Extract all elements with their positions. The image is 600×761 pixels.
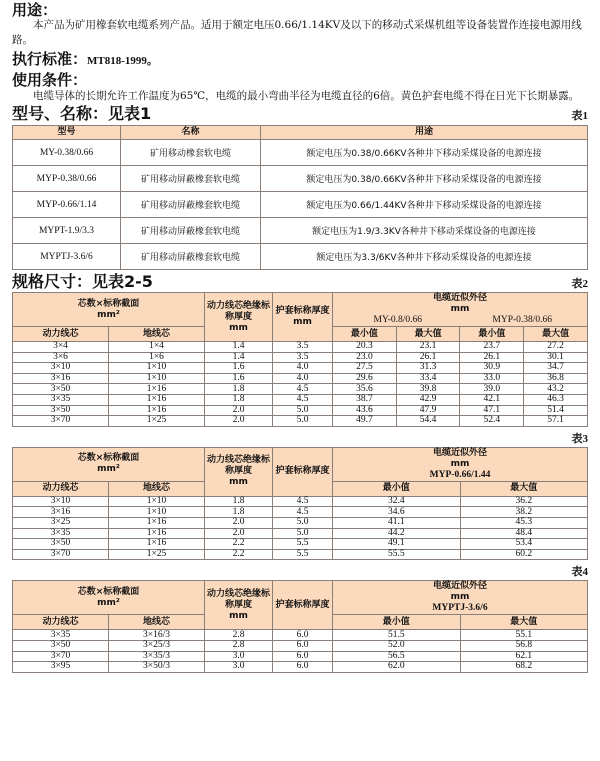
cell: 62.0 bbox=[333, 662, 460, 673]
cell: 3×10 bbox=[13, 363, 109, 374]
cell: 4.5 bbox=[273, 507, 333, 518]
header-cores-text: 芯数×标称截面 bbox=[77, 453, 140, 464]
table-row bbox=[13, 416, 588, 427]
table-row bbox=[13, 342, 588, 353]
table3 bbox=[12, 447, 588, 561]
table-row bbox=[13, 394, 588, 405]
table4-label: 表4 bbox=[571, 566, 588, 579]
header-cores bbox=[13, 447, 205, 481]
header-model-1: MYP-0.38/0.66 bbox=[492, 315, 553, 325]
cell: 56.5 bbox=[333, 651, 460, 662]
header-cores bbox=[13, 581, 205, 615]
cell: 26.1 bbox=[396, 352, 460, 363]
table-row bbox=[13, 218, 588, 244]
cell: 34.6 bbox=[333, 507, 460, 518]
cell: 2.8 bbox=[205, 640, 273, 651]
cell: 6.0 bbox=[273, 640, 333, 651]
cell: 4.5 bbox=[273, 384, 333, 395]
cell: 68.2 bbox=[460, 662, 588, 673]
cell: 38.2 bbox=[460, 507, 588, 518]
header-mm: mm bbox=[229, 477, 248, 488]
table4-label-row bbox=[12, 563, 588, 579]
cell: 34.7 bbox=[524, 363, 588, 374]
header-model-0: MY-0.8/0.66 bbox=[373, 315, 423, 325]
cell: 额定电压为0.66/1.44KV各种井下移动采煤设备的电源连接 bbox=[261, 192, 588, 218]
table4-body bbox=[13, 630, 588, 672]
cell: 1×16 bbox=[109, 528, 205, 539]
table2-label: 表2 bbox=[571, 278, 588, 290]
cell: 44.2 bbox=[333, 528, 460, 539]
header-ground: 地线芯 bbox=[109, 615, 205, 630]
table1-col-name: 名称 bbox=[121, 126, 261, 140]
header-power: 动力线芯 bbox=[13, 481, 109, 496]
header-mm: mm bbox=[293, 317, 312, 327]
cell: 3×25/3 bbox=[109, 640, 205, 651]
header-insulation-text: 动力线芯绝缘标称厚度 bbox=[207, 588, 271, 610]
header-min: 最小值 bbox=[333, 615, 460, 630]
cell: 42.1 bbox=[460, 394, 524, 405]
table1-label: 表1 bbox=[571, 110, 588, 122]
cell: 1.8 bbox=[205, 384, 273, 395]
cell: 4.0 bbox=[273, 363, 333, 374]
header-cores-text: 芯数×标称截面 bbox=[77, 298, 140, 309]
table1-col-usage: 用途 bbox=[261, 126, 588, 140]
cell: 6.0 bbox=[273, 651, 333, 662]
conditions-text: 电缆导体的长期允许工作温度为65℃，电缆的最小弯曲半径为电缆直径的6倍。黄色护套电缆不得在日光下长期暴露。 bbox=[33, 90, 580, 102]
cell: 52.0 bbox=[333, 640, 460, 651]
cell: 1.6 bbox=[205, 373, 273, 384]
cell: 27.2 bbox=[524, 342, 588, 353]
header-cores bbox=[13, 293, 205, 327]
cell: 51.5 bbox=[333, 630, 460, 641]
cell: 4.0 bbox=[273, 373, 333, 384]
header-sheath bbox=[273, 293, 333, 342]
cell: 4.5 bbox=[273, 394, 333, 405]
table-row bbox=[13, 651, 588, 662]
header-sheath-text: 护套标称厚度 bbox=[275, 306, 330, 316]
models-heading: 型号、名称：见表1 bbox=[12, 104, 152, 123]
cell: 30.9 bbox=[460, 363, 524, 374]
cell: 额定电压为0.38/0.66KV各种井下移动采煤设备的电源连接 bbox=[261, 140, 588, 166]
cell: 2.2 bbox=[205, 549, 273, 560]
header-ground: 地线芯 bbox=[109, 327, 205, 342]
cell: 1×10 bbox=[109, 363, 205, 374]
cell: 5.0 bbox=[273, 405, 333, 416]
cell: 2.0 bbox=[205, 517, 273, 528]
cell: 47.1 bbox=[460, 405, 524, 416]
cell: 1.4 bbox=[205, 342, 273, 353]
header-sheath: 护套标称厚度 bbox=[273, 581, 333, 630]
cell: 27.5 bbox=[333, 363, 397, 374]
cell: 5.0 bbox=[273, 528, 333, 539]
cell: 29.6 bbox=[333, 373, 397, 384]
cell: 3×25 bbox=[13, 517, 109, 528]
cell: 3.5 bbox=[273, 352, 333, 363]
cell: 5.0 bbox=[273, 416, 333, 427]
cell: 6.0 bbox=[273, 630, 333, 641]
cell: MYP-0.38/0.66 bbox=[13, 166, 121, 192]
table4 bbox=[12, 580, 588, 672]
specs-section-header bbox=[12, 273, 588, 291]
cell: 42.9 bbox=[396, 394, 460, 405]
cell: 1×16 bbox=[109, 384, 205, 395]
cell: 3×35 bbox=[13, 394, 109, 405]
header-od bbox=[333, 581, 588, 615]
cell: 31.3 bbox=[396, 363, 460, 374]
conditions-heading: 使用条件： bbox=[12, 71, 88, 89]
cell: 55.5 bbox=[333, 549, 460, 560]
cell: 1×10 bbox=[109, 507, 205, 518]
cell: 1×16 bbox=[109, 539, 205, 550]
table2 bbox=[12, 292, 588, 427]
cell: 49.7 bbox=[333, 416, 397, 427]
header-mm: mm bbox=[450, 304, 470, 314]
models-section-header bbox=[12, 105, 588, 123]
header-insulation-text: 动力线芯绝缘标称厚度 bbox=[207, 300, 271, 322]
cell: MYPTJ-3.6/6 bbox=[13, 244, 121, 270]
header-insulation bbox=[205, 293, 273, 342]
cell: 2.0 bbox=[205, 405, 273, 416]
header-insulation-text: 动力线芯绝缘标称厚度 bbox=[207, 455, 271, 477]
cell: 2.8 bbox=[205, 630, 273, 641]
cell: 20.3 bbox=[333, 342, 397, 353]
header-unit: mm² bbox=[97, 597, 120, 608]
cell: 39.8 bbox=[396, 384, 460, 395]
cell: 49.1 bbox=[333, 539, 460, 550]
header-max: 最大值 bbox=[396, 327, 460, 342]
table-row bbox=[13, 662, 588, 673]
cell: 额定电压为3.3/6KV各种井下移动采煤设备的电源连接 bbox=[261, 244, 588, 270]
cell: 矿用移动屏蔽橡套软电缆 bbox=[121, 166, 261, 192]
header-insulation bbox=[205, 581, 273, 630]
cell: 3×10 bbox=[13, 496, 109, 507]
usage-text: 本产品为矿用橡套软电缆系列产品。适用于额定电压0.66/1.14KV及以下的移动式采煤机组等设备装置作连接电源用线路。 bbox=[12, 19, 582, 46]
cell: 1×4 bbox=[109, 342, 205, 353]
cell: 46.3 bbox=[524, 394, 588, 405]
header-min: 最小值 bbox=[333, 327, 397, 342]
table1-header-row bbox=[13, 126, 588, 140]
cell: 23.0 bbox=[333, 352, 397, 363]
table-row bbox=[13, 640, 588, 651]
table-row bbox=[13, 528, 588, 539]
cell: 5.5 bbox=[273, 539, 333, 550]
cell: 1×25 bbox=[109, 416, 205, 427]
cell: 52.4 bbox=[460, 416, 524, 427]
table-row bbox=[13, 549, 588, 560]
cell: 3×50 bbox=[13, 384, 109, 395]
table4-header-row1 bbox=[13, 581, 588, 615]
header-mm: mm bbox=[450, 458, 470, 469]
cell: 3×70 bbox=[13, 416, 109, 427]
cell: 48.4 bbox=[460, 528, 588, 539]
table-row bbox=[13, 140, 588, 166]
cell: 56.8 bbox=[460, 640, 588, 651]
cell: 3.5 bbox=[273, 342, 333, 353]
table-row bbox=[13, 166, 588, 192]
cell: 3×35 bbox=[13, 630, 109, 641]
cell: 3×50/3 bbox=[109, 662, 205, 673]
table1 bbox=[12, 125, 588, 270]
cell: 1×16 bbox=[109, 517, 205, 528]
cell: 32.4 bbox=[333, 496, 460, 507]
table-row bbox=[13, 507, 588, 518]
header-model-pair bbox=[336, 315, 585, 325]
table-row bbox=[13, 373, 588, 384]
header-od bbox=[333, 293, 588, 327]
cell: 4.5 bbox=[273, 496, 333, 507]
cell: 矿用移动屏蔽橡套软电缆 bbox=[121, 244, 261, 270]
cell: 43.2 bbox=[524, 384, 588, 395]
cell: 3.0 bbox=[205, 651, 273, 662]
table1-col-model: 型号 bbox=[13, 126, 121, 140]
cell: 23.1 bbox=[396, 342, 460, 353]
cell: 35.6 bbox=[333, 384, 397, 395]
cell: 1.8 bbox=[205, 496, 273, 507]
cell: 36.8 bbox=[524, 373, 588, 384]
cell: 57.1 bbox=[524, 416, 588, 427]
cell: 矿用移动屏蔽橡套软电缆 bbox=[121, 218, 261, 244]
header-unit: mm² bbox=[97, 464, 120, 475]
cell: 33.0 bbox=[460, 373, 524, 384]
cell: 2.0 bbox=[205, 528, 273, 539]
cell: MYPT-1.9/3.3 bbox=[13, 218, 121, 244]
cell: 23.7 bbox=[460, 342, 524, 353]
header-cores-text: 芯数×标称截面 bbox=[77, 586, 140, 597]
header-mm: mm bbox=[450, 592, 470, 603]
cell: 1×10 bbox=[109, 373, 205, 384]
header-od-text: 电缆近似外径 bbox=[433, 447, 488, 458]
cell: 1.6 bbox=[205, 363, 273, 374]
table-row bbox=[13, 384, 588, 395]
standard-value: MT818-1999。 bbox=[87, 55, 158, 67]
usage-heading: 用途： bbox=[12, 1, 58, 19]
cell: 3×50 bbox=[13, 405, 109, 416]
cell: 45.3 bbox=[460, 517, 588, 528]
cell: 33.4 bbox=[396, 373, 460, 384]
header-ground: 地线芯 bbox=[109, 481, 205, 496]
cell: 3×6 bbox=[13, 352, 109, 363]
header-mm: mm bbox=[229, 610, 248, 621]
table3-body bbox=[13, 496, 588, 560]
header-od-text: 电缆近似外径 bbox=[433, 581, 488, 592]
cell: 3×16 bbox=[13, 373, 109, 384]
cell: 1×25 bbox=[109, 549, 205, 560]
cell: 3×16 bbox=[13, 507, 109, 518]
cell: 39.0 bbox=[460, 384, 524, 395]
header-power: 动力线芯 bbox=[13, 327, 109, 342]
cell: 3×70 bbox=[13, 651, 109, 662]
table-row bbox=[13, 517, 588, 528]
header-insulation bbox=[205, 447, 273, 496]
cell: 3.0 bbox=[205, 662, 273, 673]
header-mm: mm bbox=[229, 322, 248, 333]
cell: 额定电压为0.38/0.66KV各种井下移动采煤设备的电源连接 bbox=[261, 166, 588, 192]
cell: 51.4 bbox=[524, 405, 588, 416]
table3-header-row1 bbox=[13, 447, 588, 481]
table3-label-row bbox=[12, 430, 588, 446]
cell: 1×16 bbox=[109, 394, 205, 405]
cell: 额定电压为1.9/3.3KV各种井下移动采煤设备的电源连接 bbox=[261, 218, 588, 244]
cell: MYP-0.66/1.14 bbox=[13, 192, 121, 218]
cell: 47.9 bbox=[396, 405, 460, 416]
header-model: MYP-0.66/1.44 bbox=[429, 469, 491, 480]
cell: 36.2 bbox=[460, 496, 588, 507]
standard-heading: 执行标准： bbox=[12, 50, 88, 68]
cell: 矿用移动橡套软电缆 bbox=[121, 140, 261, 166]
table2-header-row1 bbox=[13, 293, 588, 327]
cell: 26.1 bbox=[460, 352, 524, 363]
table-row bbox=[13, 244, 588, 270]
cell: 6.0 bbox=[273, 662, 333, 673]
cell: 3×50 bbox=[13, 640, 109, 651]
cell: 3×50 bbox=[13, 539, 109, 550]
cell: 3×16/3 bbox=[109, 630, 205, 641]
specs-heading: 规格尺寸：见表2-5 bbox=[12, 272, 153, 291]
cell: 1×10 bbox=[109, 496, 205, 507]
cell: 5.0 bbox=[273, 517, 333, 528]
cell: 30.1 bbox=[524, 352, 588, 363]
cell: 3×35/3 bbox=[109, 651, 205, 662]
table-row bbox=[13, 539, 588, 550]
table-row bbox=[13, 363, 588, 374]
table-row bbox=[13, 192, 588, 218]
cell: MY-0.38/0.66 bbox=[13, 140, 121, 166]
header-model: MYPTJ-3.6/6 bbox=[432, 603, 488, 614]
cell: 62.1 bbox=[460, 651, 588, 662]
cell: 1.8 bbox=[205, 507, 273, 518]
header-max: 最大值 bbox=[460, 615, 588, 630]
cell: 2.2 bbox=[205, 539, 273, 550]
cell: 53.4 bbox=[460, 539, 588, 550]
table-row bbox=[13, 630, 588, 641]
cell: 3×95 bbox=[13, 662, 109, 673]
cell: 38.7 bbox=[333, 394, 397, 405]
header-od-text: 电缆近似外径 bbox=[433, 293, 488, 303]
cell: 60.2 bbox=[460, 549, 588, 560]
cell: 3×4 bbox=[13, 342, 109, 353]
table-row bbox=[13, 405, 588, 416]
cell: 55.1 bbox=[460, 630, 588, 641]
cell: 1.4 bbox=[205, 352, 273, 363]
standard-line bbox=[12, 50, 588, 70]
cell: 54.4 bbox=[396, 416, 460, 427]
header-unit: mm² bbox=[97, 309, 120, 320]
cell: 43.6 bbox=[333, 405, 397, 416]
header-power: 动力线芯 bbox=[13, 615, 109, 630]
cell: 矿用移动屏蔽橡套软电缆 bbox=[121, 192, 261, 218]
table2-body bbox=[13, 342, 588, 427]
cell: 1.8 bbox=[205, 394, 273, 405]
header-sheath: 护套标称厚度 bbox=[273, 447, 333, 496]
cell: 1×6 bbox=[109, 352, 205, 363]
table-row bbox=[13, 496, 588, 507]
table-row bbox=[13, 352, 588, 363]
header-max: 最大值 bbox=[524, 327, 588, 342]
header-min: 最小值 bbox=[333, 481, 460, 496]
cell: 1×16 bbox=[109, 405, 205, 416]
cell: 3×70 bbox=[13, 549, 109, 560]
cell: 3×35 bbox=[13, 528, 109, 539]
header-min: 最小值 bbox=[460, 327, 524, 342]
cell: 5.5 bbox=[273, 549, 333, 560]
table3-label: 表3 bbox=[571, 432, 588, 445]
cell: 2.0 bbox=[205, 416, 273, 427]
header-max: 最大值 bbox=[460, 481, 588, 496]
header-od bbox=[333, 447, 588, 481]
cell: 41.1 bbox=[333, 517, 460, 528]
